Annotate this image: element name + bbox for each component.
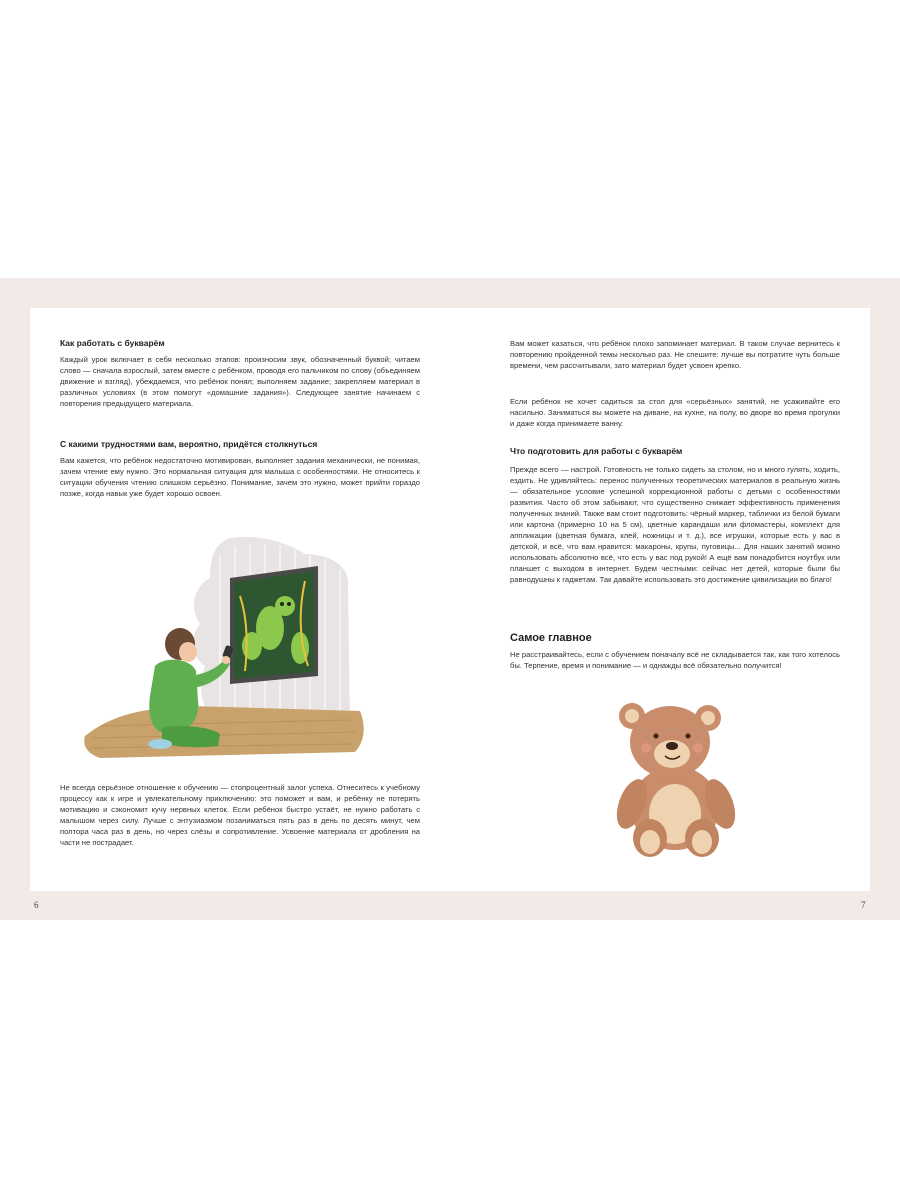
- paragraph-motivation: Вам кажется, что ребёнок недостаточно мотивирован, выполняет задания механически, не понимая, зачем чтение ему нужно. Это нормальная ситуация для малыша с особенностями. Не относитесь к ситуации обучения чтению слишком серьёзно. Понимание, зачем это нужно, может прийти гораздо позже, когда навык уже будет хорошо освоен.: [60, 456, 420, 498]
- book-spread: [0, 278, 900, 920]
- paragraph-lesson-steps: Каждый урок включает в себя несколько этапов: произносим звук, обозначенный буквой; читаем слово — сначала взрослый, затем вместе с ребёнком, проводя его пальчиком по слову (объединяем движение и взгляд), убеждаемся, что ребёнок понял; выполняем задание; закрепляем материал в различных условиях (в этом помогут «домашние задания»). Следующее занятие начинаем с повторения предыдущего материала.: [60, 355, 420, 408]
- paragraph-no-force: Если ребёнок не хочет садиться за стол для «серьёзных» занятий, не усаживайте его насильно. Заниматься вы можете на диване, на кухне, на полу, во дворе во время прогулки и даже когда принимаете ванну.: [510, 397, 840, 428]
- paragraph-play-approach: Не всегда серьёзное отношение к обучению — стопроцентный залог успеха. Отнеситесь к учебному процессу как к игре и увлекательному приключению: это поможет и вам, и ребёнку не потерять мотивацию и сэкономит кучу нервных клеток. Если ребёнок быстро устаёт, не нужно работать с малышом через силу. Лучше с энтузиазмом позаниматься пять раз в день по десять минут, чем полтора часа раз в день, но через слёзы и сопротивление. Усвоение материала от дробления на части не пострадает.: [60, 783, 420, 847]
- heading-how-to-work: Как работать с букварём: [60, 338, 165, 348]
- heading-difficulties: С какими трудностями вам, вероятно, придётся столкнуться: [60, 439, 318, 449]
- heading-what-to-prepare: Что подготовить для работы с букварём: [510, 446, 683, 456]
- heading-most-important: Самое главное: [510, 632, 592, 644]
- paragraph-materials: Прежде всего — настрой. Готовность не только сидеть за столом, но и много гулять, ходить, ездить. Не удивляйтесь: перенос полученных теоретических материалов в реальную жизнь — обязательное условие успешной коррекционной работы с детьми с особенностями развития. Часто об этом забывают, что существенно снижает эффективность применения полученных знаний. Также вам стоит подготовить: чёрный маркер, таблички из белой бумаги или картона (примерно 10 на 5 см), цветные карандаши или фломастеры, комплект для аппликации (цветная бумага, клей, ножницы и т. д.), все игрушки, которые есть у вас в детской, и всё, что вам нравится: макароны, крупы, пуговицы... Для наших занятий можно использовать абсолютно всё, что есть у вас под рукой! А ещё вам понадобится ноутбук или планшет с выходом в интернет. Будем честными: сейчас нет детей, которые были бы равнодушны к гаджетам. Так давайте использовать это достижение цивилизации во благо!: [510, 465, 840, 584]
- child-watching-tv-illustration: [80, 536, 370, 758]
- left-page: [30, 308, 450, 891]
- page-number-left: 6: [34, 900, 39, 910]
- teddy-bear-illustration: [610, 696, 740, 858]
- paragraph-repeat-material: Вам может казаться, что ребёнок плохо запоминает материал. В таком случае вернитесь к повторению пройденной темы несколько раз. Не спешите: лучше вы потратите чуть больше времени, чем рассчитывали, зато материал будет усвоен крепко.: [510, 339, 840, 370]
- paragraph-patience: Не расстраивайтесь, если с обучением поначалу всё не складывается так, как того хотелось бы. Терпение, время и понимание — и однажды всё обязательно получится!: [510, 650, 840, 670]
- right-page: [450, 308, 870, 891]
- page-number-right: 7: [861, 900, 866, 910]
